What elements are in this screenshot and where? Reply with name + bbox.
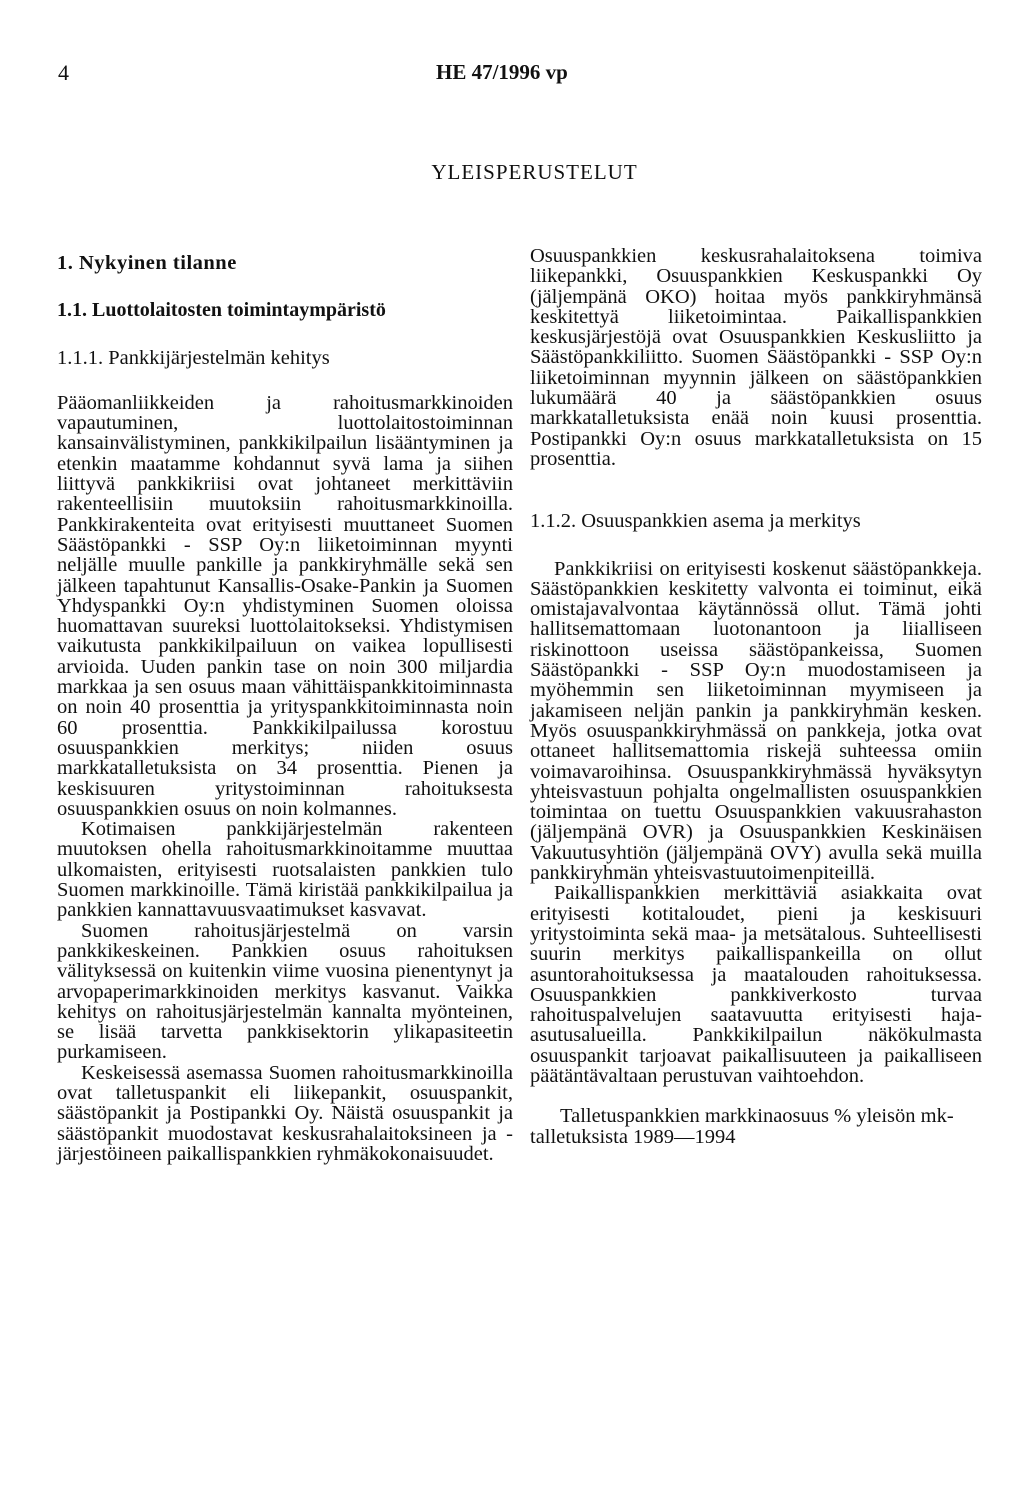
left-column [57,253,513,1164]
paragraph: Kotimaisen pankkijärjestelmän rakenteen muutoksen ohella rahoitusmarkkinoitamme muuttaa ulkomaisten, erityisesti ruotsalaisten pankkien tulo Suomen markkinoille. Tämä kiristää pankkikilpailua ja pankkien kannattavuusvaatimukset kasvavat. [57,818,513,922]
paragraph: Pankkikriisi on erityisesti koskenut säästöpankkeja. Säästöpankkien keskitetty valvonta ei toiminut, eikä omistajavalvontaa käytännössä ollut. Tämä johti hallitsemattomaan luotonantoon ja liialliseen riskinottoon useissa säästöpankeissa, Suomen Säästöpankki - SSP Oy:n muodostamiseen ja myöhemmin sen liiketoiminnan myymiseen ja jakamiseen neljän pankin ja pankkiryhmän kesken. Myös osuuspankkiryhmässä on pankkeja, jotka ovat ottaneet hallitsemattomia riskejä suhteessa omiin voimavaroihinsa. Osuuspankkiryhmässä hyväksytyn yhteisvastuun pohjalta ongelmallisten osuuspankkien toimintaa on tuettu Osuuspankkien vakuusrahaston (jäljempänä OVR) ja Osuuspankkien Keskinäisen Vakuutusyhtiön (jäljempänä OVY) avulla sekä muilla pankkiryhmän yhteisvastuutoimenpiteillä. [530,557,982,885]
heading-1: 1. Nykyinen tilanne [57,252,237,274]
heading-1-1: 1.1. Luottolaitosten toimintaympäristö [57,299,386,322]
heading-1-1-1: 1.1.1. Pankkijärjestelmän kehitys [57,346,330,369]
paragraph: Osuuspankkien keskusrahalaitoksena toimiva liikepankki, Osuuspankkien Keskuspankki Oy (jäljempänä OKO) hoitaa myös pankkiryhmänsä keskitettyä liiketoimintaa. Paikallispankkien keskusjärjestöjä ovat Osuuspankkien Keskusliitto ja Säästöpankkiliitto. Suomen Säästöpankki - SSP Oy:n liiketoiminnan myynnin jälkeen on säästöpankkien lukumäärä 40 ja säästöpankkien osuus markkatalletuksista enää noin kuusi prosenttia. Postipankki Oy:n osuus markkatalletuksista on 15 prosenttia. [530,245,982,470]
table-caption: Talletuspankkien markkinaosuus % yleisön mk-talletuksista 1989—1994 [530,1105,954,1148]
paragraph: Pääomanliikkeiden ja rahoitusmarkkinoiden vapautuminen, luottolaitostoiminnan kansainvälistyminen, pankkikilpailun lisääntyminen ja etenkin maatamme kohdannut syvä lama ja siihen liittyvä pankkikriisi ovat johtaneet merkittäviin rakenteellisiin muutoksiin rahoitusmarkkinoilla. Pankkirakenteita ovat erityisesti muuttaneet Suomen Säästöpankki - SSP Oy:n liiketoiminnan myynti neljälle muulle pankille ja pankkiryhmälle sekä sen jälkeen tapahtunut Kansallis-Osake-Pankin ja Suomen Yhdyspankki Oy:n yhdistyminen Suomen oloissa huomattavan suureksi luottolaitokseksi. Yhdistymisen vaikutusta pankkikilpailuun on vaikea lopullisesti arvioida. Uuden pankin tase on noin 300 miljardia markkaa ja sen osuus maan vähittäispankkitoiminnasta on noin 40 prosenttia ja yrityspankkitoiminnasta noin 60 prosenttia. Pankkikilpailussa korostuu osuuspankkien merkitys; niiden osuus markkatalletuksista on 34 prosenttia. Pienen ja keskisuuren yritystoiminnan rahoituksesta osuuspankkien osuus on noin kolmannes. [57,391,513,820]
paragraph: Suomen rahoitusjärjestelmä on varsin pankkikeskeinen. Pankkien osuus rahoituksen välityksessä on kuitenkin viime vuosina pienentynyt ja arvopaperimarkkinoiden merkitys kasvanut. Vaikka kehitys on rahoitusjärjestelmän kannalta myönteinen, se lisää tarvetta pankkisektorin ylikapasiteetin purkamiseen. [57,919,513,1064]
paragraph: Paikallispankkien merkittäviä asiakkaita ovat erityisesti kotitaloudet, pieni ja keskisuuri yritystoiminta sekä maa- ja metsätalous. Suhteellisesti suurin merkitys paikallispankeilla on ollut asuntorahoituksessa ja maatalouden rahoituksessa. Osuuspankkien pankkiverkosto turvaa rahoituspalvelujen saatavuutta erityisesti haja-asutusalueilla. Pankkikilpailun näkökulmasta osuuspankit tarjoavat paikallisuuteen ja paikalliseen päätäntävaltaan perustuvan vaihtoehdon. [530,882,982,1087]
heading-1-1-2: 1.1.2. Osuuspankkien asema ja merkitys [530,510,861,533]
section-title: YLEISPERUSTELUT [431,160,638,184]
paragraph: Keskeisessä asemassa Suomen rahoitusmarkkinoilla ovat talletuspankit eli liikepankit, osuuspankit, säästöpankit ja Postipankki Oy. Näistä osuuspankit ja säästöpankit muodostavat keskusrahalaitoksineen ja -järjestöineen paikallispankkien ryhmäkokonaisuudet. [57,1061,513,1165]
right-column [530,246,982,1147]
document-id: HE 47/1996 vp [436,60,568,84]
page-number: 4 [58,60,69,85]
